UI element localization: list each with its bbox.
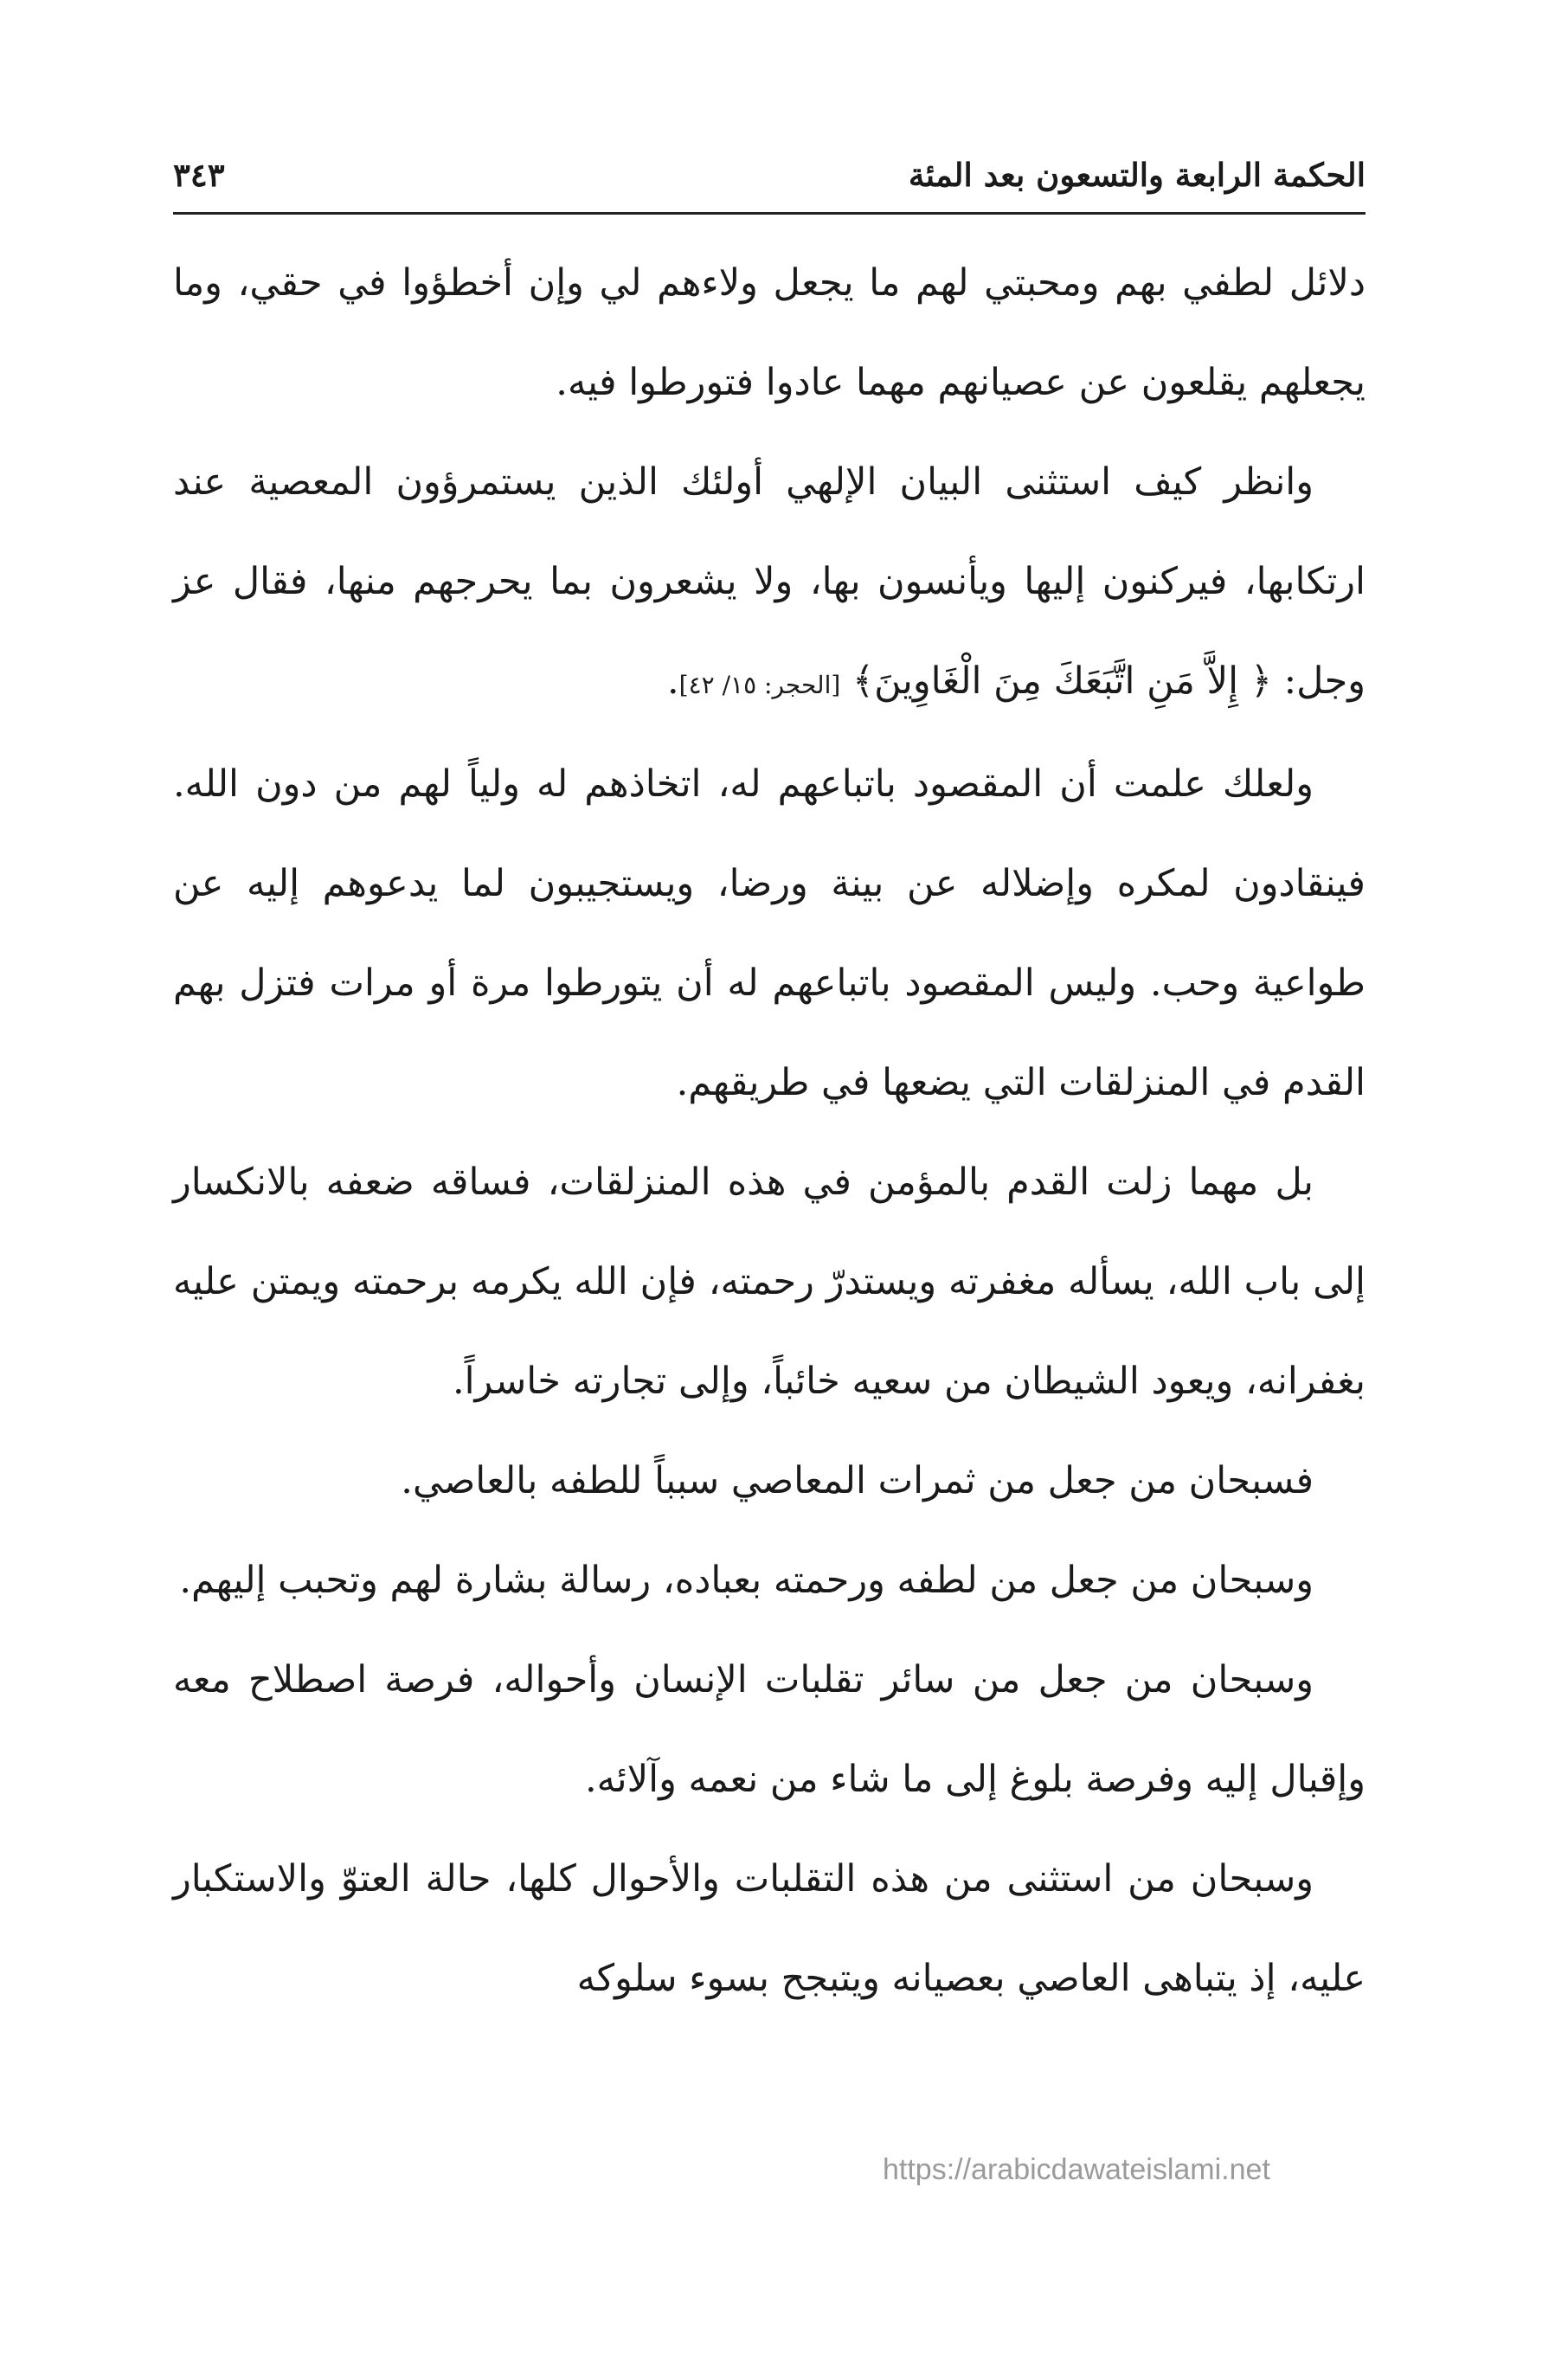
paragraph: وسبحان من جعل من لطفه ورحمته بعباده، رسالة بشارة لهم وتحبب إليهم.: [179, 1559, 1314, 1602]
page-header: [173, 140, 1366, 209]
running-title: الحكمة الرابعة والتسعون بعد المئة: [908, 156, 1366, 194]
page-number: ٣٤٣: [173, 156, 225, 194]
source-watermark: https://arabicdawateislami.net: [883, 2153, 1270, 2186]
paragraph: ولعلك علمت أن المقصود باتباعهم له، اتخاذهم له ولياً لهم من دون الله. فينقادون لمكره وإضلاله عن بينة ورضا، ويستجيبون لما يدعوهم إليه عن طواعية وحب. وليس المقصود باتباعهم له أن يتورطوا مرة أو مرات فتزل بهم القدم في المنزلقات التي يضعها في طريقهم.: [173, 762, 1366, 1104]
paragraph-with-quran-quote: [173, 433, 1366, 735]
paragraph-end: .: [667, 659, 679, 703]
quran-citation: [الحجر: ١٥/ ٤٢]: [678, 671, 841, 699]
paragraph: دلائل لطفي بهم ومحبتي لهم ما يجعل ولاءهم لي وإن أخطؤوا في حقي، وما يجعلهم يقلعون عن عصيانهم مهما عادوا فتورطوا فيه.: [173, 261, 1366, 404]
quran-quote: ﴿ إِلاَّ مَنِ اتَّبَعَكَ مِنَ الْغَاوِينَ﴾: [851, 659, 1272, 703]
paragraph: وسبحان من استثنى من هذه التقلبات والأحوال كلها، حالة العتوّ والاستكبار عليه، إذ يتباهى العاصي بعصيانه ويتبجح بسوء سلوكه: [173, 1857, 1366, 2000]
paragraph: بل مهما زلت القدم بالمؤمن في هذه المنزلقات، فساقه ضعفه بالانكسار إلى باب الله، يسأله مغفرته ويستدرّ رحمته، فإن الله يكرمه برحمته ويمتن عليه بغفرانه، ويعود الشيطان من سعيه خائباً، وإلى تجارته خاسراً.: [173, 1161, 1366, 1403]
paragraph: وسبحان من جعل من سائر تقلبات الإنسان وأحواله، فرصة اصطلاح معه وإقبال إليه وفرصة بلوغ إلى ما شاء من نعمه وآلائه.: [173, 1658, 1366, 1801]
header-divider: [173, 212, 1366, 215]
main-text: [173, 234, 1366, 2029]
paragraph: فسبحان من جعل من ثمرات المعاصي سبباً للطفه بالعاصي.: [401, 1459, 1314, 1502]
paragraph-text: وانظر كيف استثنى البيان الإلهي أولئك الذين يستمرؤون المعصية عند ارتكابها، فيركنون إليها ويأنسون بها، ولا يشعرون بما يحرجهم منها، فقال عز وجل:: [173, 460, 1366, 703]
